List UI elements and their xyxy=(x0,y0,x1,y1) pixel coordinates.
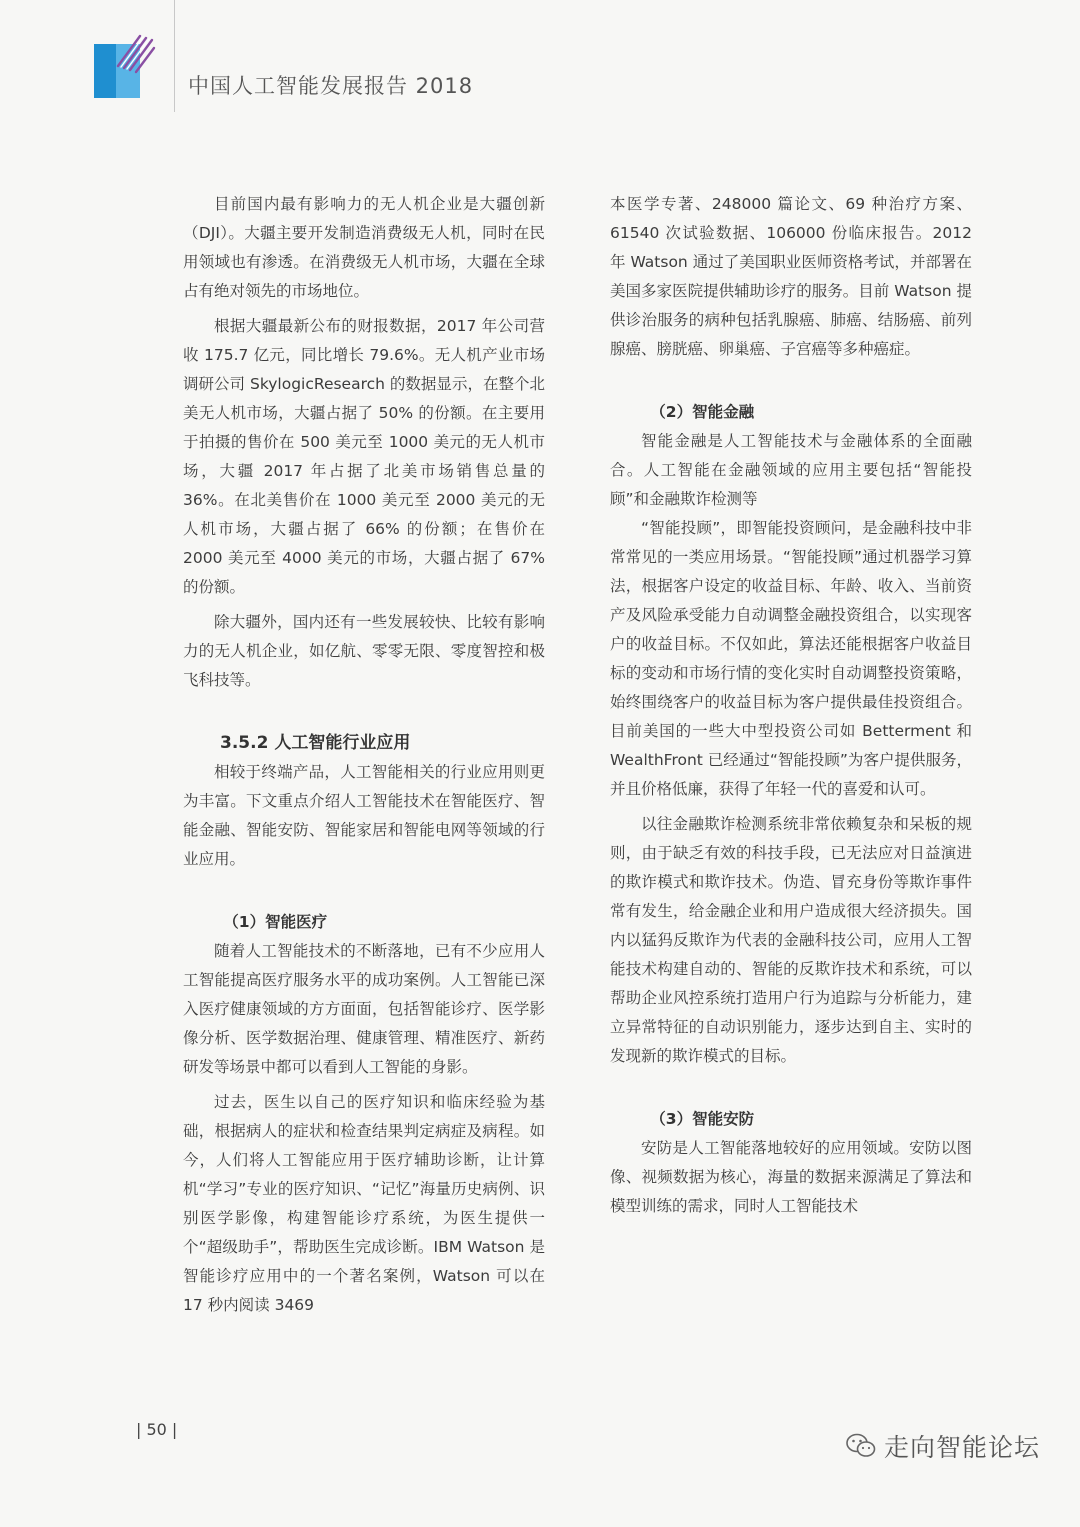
subsection-heading: （1）智能医疗 xyxy=(223,913,328,931)
header-divider xyxy=(174,0,175,112)
paragraph: 除大疆外，国内还有一些发展较快、比较有影响力的无人机企业，如亿航、零零无限、零度智控和极飞科技等。 xyxy=(183,613,545,689)
paragraph: 根据大疆最新公布的财报数据，2017 年公司营收 175.7 亿元，同比增长 79.6%。无人机产业市场调研公司 SkylogicResearch 的数据显示，在整个北美无人机市场，大疆占据了 50% 的份额。在主要用于拍摄的售价在 500 美元至 1000 美元的无人机市场，大疆 2017 年占据了北美市场销售总量的 36%。在北美售价在 1000 美元至 2000 美元的无人机市场，大疆占据了 66% 的份额；在售价在 2000 美元至 4000 美元的市场，大疆占据了 67% 的份额。 xyxy=(183,317,545,596)
paragraph: 安防是人工智能落地较好的应用领域。安防以图像、视频数据为核心，海量的数据来源满足了算法和模型训练的需求，同时人工智能技术 xyxy=(610,1139,972,1215)
paragraph: “智能投顾”，即智能投资顾问，是金融科技中非常常见的一类应用场景。“智能投顾”通过机器学习算法，根据客户设定的收益目标、年龄、收入、当前资产及风险承受能力自动调整金融投资组合，以实现客户的收益目标。不仅如此，算法还能根据客户收益目标的变动和市场行情的变化实时自动调整投资策略，始终围绕客户的收益目标为客户提供最佳投资组合。目前美国的一些大中型投资公司如 Betterment 和 WealthFront 已经通过“智能投顾”为客户提供服务，并且价格低廉，获得了年轻一代的喜爱和认可。 xyxy=(610,519,972,798)
wechat-icon xyxy=(846,1433,876,1459)
watermark-text: 走向智能论坛 xyxy=(884,1433,1041,1462)
subsection-heading: （3）智能安防 xyxy=(650,1110,755,1128)
paragraph: 本医学专著、248000 篇论文、69 种治疗方案、61540 次试验数据、106000 份临床报告。2012 年 Watson 通过了美国职业医师资格考试，并部署在美国多家医院提供辅助诊疗的服务。目前 Watson 提供诊治服务的病种包括乳腺癌、肺癌、结肠癌、前列腺癌、膀胱癌、卵巢癌、子宫癌等多种癌症。 xyxy=(610,195,972,358)
subsection-heading: （2）智能金融 xyxy=(650,403,755,421)
section-heading: 3.5.2 人工智能行业应用 xyxy=(220,733,411,753)
report-logo xyxy=(94,30,156,98)
paragraph: 过去，医生以自己的医疗知识和临床经验为基础，根据病人的症状和检查结果判定病症及病程。如今，人们将人工智能应用于医疗辅助诊断，让计算机“学习”专业的医疗知识、“记忆”海量历史病例、识别医学影像，构建智能诊疗系统，为医生提供一个“超级助手”，帮助医生完成诊断。IBM Watson 是智能诊疗应用中的一个著名案例，Watson 可以在 17 秒内阅读 3469 xyxy=(183,1093,545,1314)
right-column xyxy=(610,190,972,1221)
watermark xyxy=(846,1428,1040,1464)
page-number: | 50 | xyxy=(136,1420,178,1439)
left-column xyxy=(183,190,545,1320)
paragraph: 智能金融是人工智能技术与金融体系的全面融合。人工智能在金融领域的应用主要包括“智能投顾”和金融欺诈检测等 xyxy=(610,432,972,508)
paragraph: 以往金融欺诈检测系统非常依赖复杂和呆板的规则，由于缺乏有效的科技手段，已无法应对日益演进的欺诈模式和欺诈技术。伪造、冒充身份等欺诈事件常有发生，给金融企业和用户造成很大经济损失。国内以猛犸反欺诈为代表的金融科技公司，应用人工智能技术构建自动的、智能的反欺诈技术和系统，可以帮助企业风控系统打造用户行为追踪与分析能力，建立异常特征的自动识别能力，逐步达到自主、实时的发现新的欺诈模式的目标。 xyxy=(610,815,972,1065)
paragraph: 目前国内最有影响力的无人机企业是大疆创新（DJI）。大疆主要开发制造消费级无人机，同时在民用领域也有渗透。在消费级无人机市场，大疆在全球占有绝对领先的市场地位。 xyxy=(183,195,545,300)
paragraph: 相较于终端产品，人工智能相关的行业应用则更为丰富。下文重点介绍人工智能技术在智能医疗、智能金融、智能安防、智能家居和智能电网等领域的行业应用。 xyxy=(183,763,545,868)
report-title: 中国人工智能发展报告 2018 xyxy=(188,74,474,98)
paragraph: 随着人工智能技术的不断落地，已有不少应用人工智能提高医疗服务水平的成功案例。人工智能已深入医疗健康领域的方方面面，包括智能诊疗、医学影像分析、医学数据治理、健康管理、精准医疗、新药研发等场景中都可以看到人工智能的身影。 xyxy=(183,942,545,1076)
